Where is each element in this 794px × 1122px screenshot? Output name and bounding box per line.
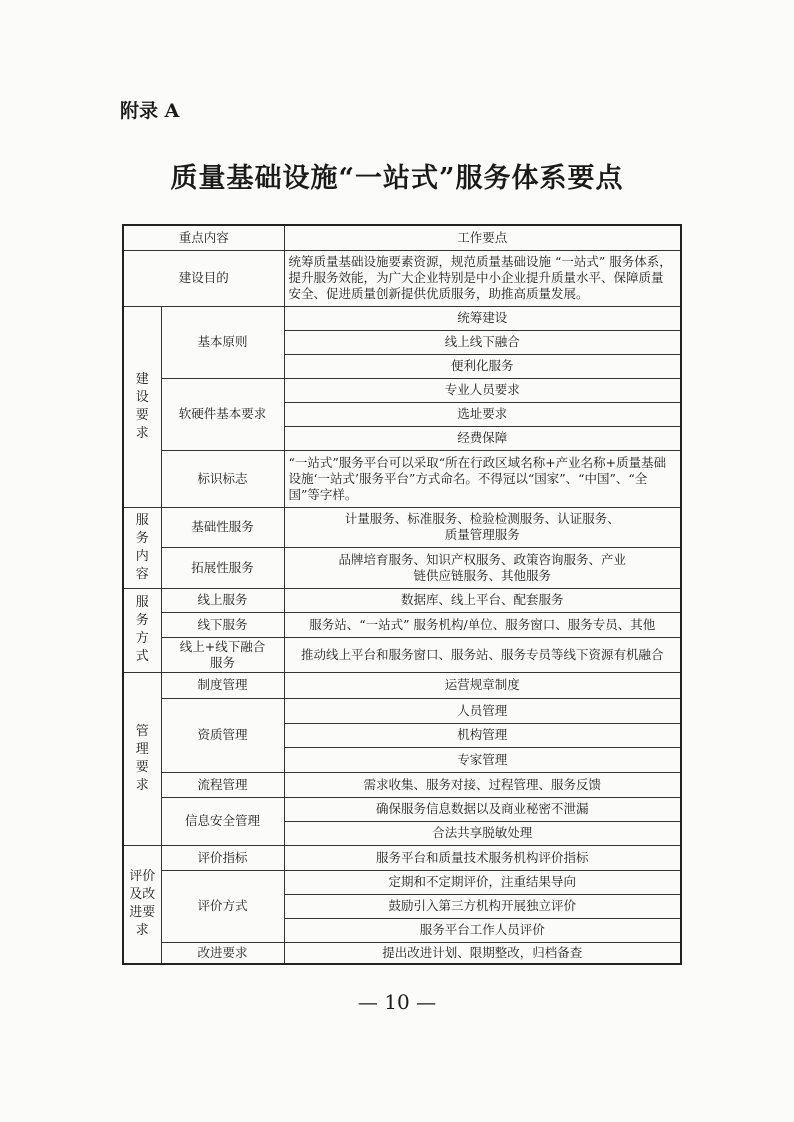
- row-text: 选址要求: [284, 402, 681, 426]
- row-text: 鼓励引入第三方机构开展独立评价: [284, 894, 681, 918]
- row-text: 统筹质量基础设施要素资源，规范质量基础设施 “一站式” 服务体系，提升服务效能，为广大企业特别是中小企业提升质量水平、保障质量安全、促进质量创新提供优质服务，助推高质量发展。: [284, 250, 681, 306]
- row-text: 便利化服务: [284, 354, 681, 378]
- row-text: 人员管理: [284, 698, 681, 723]
- row-text: 品牌培育服务、知识产权服务、政策咨询服务、产业链供应链服务、其他服务: [284, 547, 681, 588]
- header-work-points: 工作要点: [284, 225, 681, 250]
- row-text: 统筹建设: [284, 306, 681, 330]
- row-text: 确保服务信息数据以及商业秘密不泄漏: [284, 797, 681, 821]
- row-label: 制度管理: [161, 672, 284, 698]
- row-text: 专业人员要求: [284, 378, 681, 402]
- row-text: 合法共享脱敏处理: [284, 821, 681, 845]
- table-row: [123, 845, 681, 870]
- page-number: — 10 —: [357, 990, 437, 1014]
- row-label: 评价方式: [161, 870, 284, 942]
- row-label: 线下服务: [161, 612, 284, 637]
- row-text: 专家管理: [284, 747, 681, 772]
- table-row: [123, 612, 681, 637]
- group-label: 服务内容: [123, 507, 161, 588]
- row-text: 线上线下融合: [284, 330, 681, 354]
- row-label: 标识标志: [161, 450, 284, 507]
- row-text: 服务平台工作人员评价: [284, 918, 681, 942]
- table-row: [123, 772, 681, 797]
- row-label: 资质管理: [161, 698, 284, 772]
- table-row: [123, 698, 681, 723]
- requirements-table: [122, 224, 682, 965]
- group-label: 管理要求: [123, 672, 161, 845]
- row-label: 信息安全管理: [161, 797, 284, 845]
- row-label: 评价指标: [161, 845, 284, 870]
- table-row: [123, 250, 681, 306]
- row-label: 建设目的: [123, 250, 284, 306]
- row-text: 服务站、“一站式” 服务机构/单位、服务窗口、服务专员、其他: [284, 612, 681, 637]
- row-text: 运营规章制度: [284, 672, 681, 698]
- table-row: [123, 450, 681, 507]
- row-label: 线上服务: [161, 588, 284, 612]
- table-row: [123, 672, 681, 698]
- row-text: 需求收集、服务对接、过程管理、服务反馈: [284, 772, 681, 797]
- group-label: 服务方式: [123, 588, 161, 672]
- group-label: 评价及改进要求: [123, 845, 161, 964]
- appendix-label: 附录 A: [120, 100, 180, 122]
- table-row: [123, 637, 681, 672]
- row-text: “一站式”服务平台可以采取“所在行政区域名称+产业名称+质量基础设施‘一站式’服务平台”方式命名。不得冠以“国家”、“中国”、“全国”等字样。: [284, 450, 681, 507]
- row-text: 服务平台和质量技术服务机构评价指标: [284, 845, 681, 870]
- row-text: 经费保障: [284, 426, 681, 450]
- row-label: 线上+线下融合服务: [161, 637, 284, 672]
- table-row: [123, 507, 681, 547]
- row-label: 基础性服务: [161, 507, 284, 547]
- row-text: 推动线上平台和服务窗口、服务站、服务专员等线下资源有机融合: [284, 637, 681, 672]
- table-row: [123, 306, 681, 330]
- document-title: 质量基础设施“一站式”服务体系要点: [170, 163, 624, 194]
- table-row: [123, 378, 681, 402]
- row-label: 软硬件基本要求: [161, 378, 284, 450]
- header-key-content: 重点内容: [123, 225, 284, 250]
- row-label: 改进要求: [161, 942, 284, 964]
- table-row: [123, 797, 681, 821]
- table-row: [123, 588, 681, 612]
- row-label: 流程管理: [161, 772, 284, 797]
- row-text: 定期和不定期评价，注重结果导向: [284, 870, 681, 894]
- table-row: [123, 870, 681, 894]
- table-row: [123, 547, 681, 588]
- row-text: 计量服务、标准服务、检验检测服务、认证服务、质量管理服务: [284, 507, 681, 547]
- table-header-row: [123, 225, 681, 250]
- table-row: [123, 942, 681, 964]
- row-text: 提出改进计划、限期整改，归档备查: [284, 942, 681, 964]
- row-text: 机构管理: [284, 723, 681, 747]
- row-label: 基本原则: [161, 306, 284, 378]
- group-label: 建设要求: [123, 306, 161, 507]
- row-label: 拓展性服务: [161, 547, 284, 588]
- row-text: 数据库、线上平台、配套服务: [284, 588, 681, 612]
